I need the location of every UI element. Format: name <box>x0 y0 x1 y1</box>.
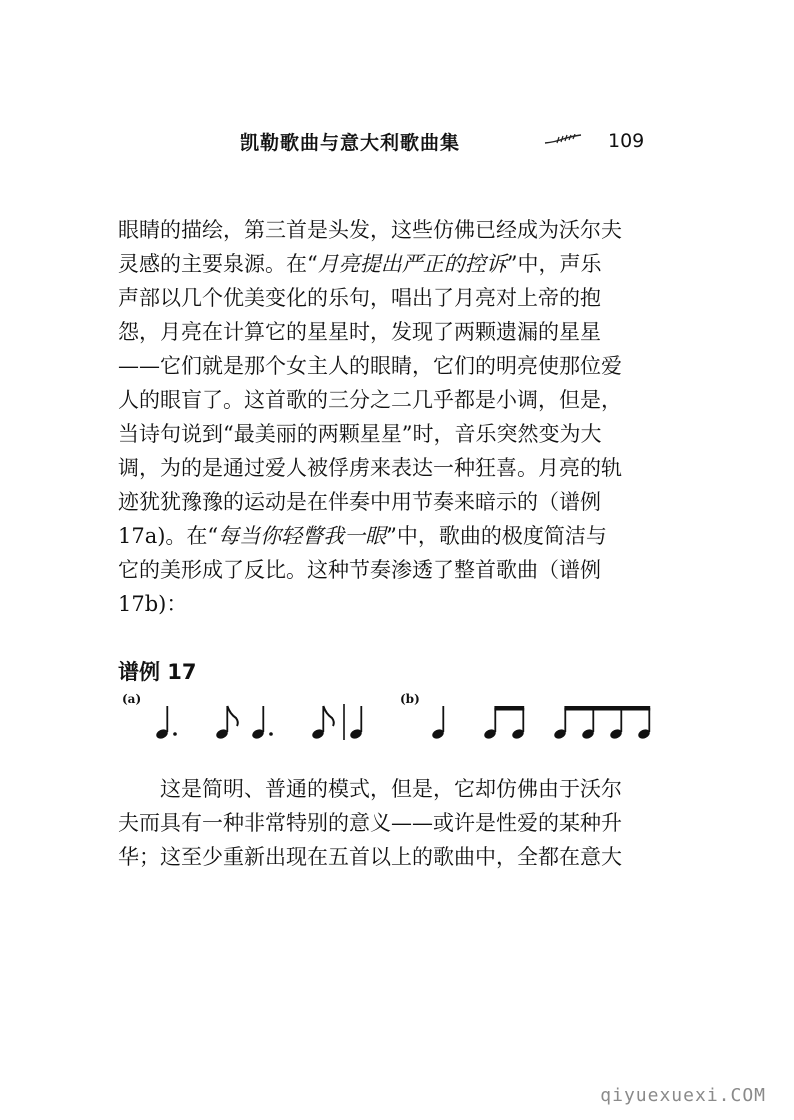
text-line <box>118 806 678 840</box>
page-number: 109 <box>608 130 645 152</box>
running-header <box>240 128 660 158</box>
text-segment: 迹犹犹豫豫的运动是在伴奏中用节奏来暗示的（谱例 <box>118 490 601 514</box>
text-segment: 华；这至少重新出现在五首以上的歌曲中，全都在意大 <box>118 845 622 869</box>
text-segment: 声部以几个优美变化的乐句，唱出了月亮对上帝的抱 <box>118 286 601 310</box>
text-line <box>118 772 678 806</box>
text-segment: ——它们就是那个女主人的眼睛，它们的明亮使那位爱 <box>118 354 622 378</box>
paragraph-1 <box>118 213 678 621</box>
ornament-icon <box>543 134 583 146</box>
text-segment: 人的眼盲了。这首歌的三分之二几乎都是小调，但是， <box>118 388 622 412</box>
rhythm-example <box>118 688 678 748</box>
quarter-note-icon <box>431 706 446 740</box>
text-segment: 它的美形成了反比。这种节奏渗透了整首歌曲（谱例 <box>118 558 601 582</box>
text-line <box>118 417 678 451</box>
rhythm-notation <box>118 688 678 748</box>
text-line <box>118 451 678 485</box>
text-line <box>118 247 678 281</box>
eighth-note-icon <box>215 706 238 740</box>
text-line <box>118 587 678 621</box>
example-label-b: (b) <box>400 692 420 706</box>
text-segment: 调，为的是通过爱人被俘虏来表达一种狂喜。月亮的轨 <box>118 456 622 480</box>
text-segment: 夫而具有一种非常特别的意义——或许是性爱的某种升 <box>118 811 622 835</box>
quarter-note-icon <box>349 706 364 740</box>
text-segment: ”中，声乐 <box>506 252 602 276</box>
example-title: 谱例 17 <box>118 660 197 684</box>
text-segment: 灵感的主要泉源。在“ <box>118 252 318 276</box>
text-segment: 17b)： <box>118 592 188 616</box>
beamed-eighth-pair-icon <box>483 706 526 740</box>
beamed-eighth-group-icon <box>553 706 652 740</box>
example-label-a: (a) <box>122 692 142 706</box>
dotted-quarter-note-icon <box>251 706 273 740</box>
text-line <box>118 315 678 349</box>
text-segment: 17a)。在“ <box>118 524 219 548</box>
header-title: 凯勒歌曲与意大利歌曲集 <box>240 132 461 154</box>
text-segment: 当诗句说到“最美丽的两颗星星”时，音乐突然变为大 <box>118 422 602 446</box>
song-title: 月亮提出严正的控诉 <box>317 252 507 276</box>
text-line <box>118 553 678 587</box>
text-line <box>118 519 678 553</box>
text-line <box>118 349 678 383</box>
text-line <box>118 840 678 874</box>
text-line <box>118 281 678 315</box>
text-segment: ”中，歌曲的极度简洁与 <box>386 524 607 548</box>
paragraph-2 <box>118 772 678 874</box>
text-segment: 眼睛的描绘，第三首是头发，这些仿佛已经成为沃尔夫 <box>118 218 622 242</box>
text-segment: 怨，月亮在计算它的星星时，发现了两颗遗漏的星星 <box>118 320 601 344</box>
eighth-note-icon <box>311 706 334 740</box>
dotted-quarter-note-icon <box>155 706 177 740</box>
song-title: 每当你轻瞥我一眼 <box>218 524 387 548</box>
site-watermark: qiyuexuexi.COM <box>600 1085 766 1106</box>
text-line <box>118 213 678 247</box>
text-line <box>118 485 678 519</box>
text-line <box>118 383 678 417</box>
text-segment: 这是简明、普通的模式，但是，它却仿佛由于沃尔 <box>160 777 622 801</box>
